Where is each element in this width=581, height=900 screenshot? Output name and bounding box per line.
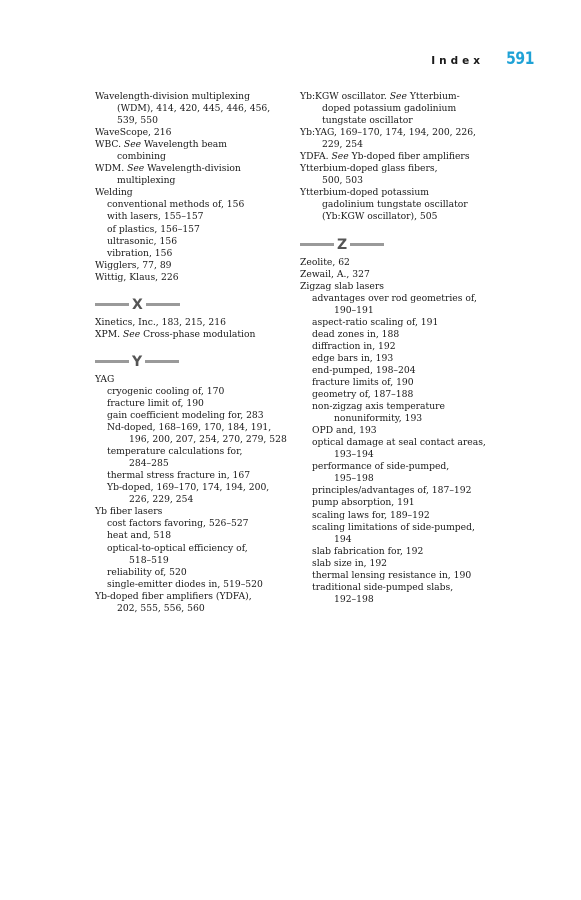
index-subentry: optical damage at seal contact areas, 193–194	[312, 437, 486, 461]
index-entry: Yb fiber lasers	[95, 506, 163, 518]
running-head	[431, 49, 534, 69]
index-subentry: thermal stress fracture in, 167	[107, 470, 251, 482]
index-subentry: fracture limit of, 190	[107, 397, 204, 409]
index-entry: WaveScope, 216	[95, 127, 172, 139]
index-subentry: principles/advantages of, 187–192	[312, 485, 472, 497]
index-subentry: slab size in, 192	[312, 557, 388, 569]
index-subentry: Nd-doped, 168–169, 170, 184, 191, 196, 200, 207, 254, 270, 279, 528	[107, 422, 287, 446]
index-entry: Wavelength-division multiplexing (WDM), 414, 420, 445, 446, 456, 539, 550	[95, 91, 271, 127]
index-subentry: conventional methods of, 156	[107, 199, 245, 211]
index-subentry: traditional side-pumped slabs, 192–198	[312, 581, 454, 605]
index-subentry: fracture limits of, 190	[312, 376, 414, 388]
heading-rule	[146, 303, 180, 306]
index-subentry: non-zigzag axis temperature nonuniformity, 193	[312, 401, 445, 425]
index-entry: WBC. See Wavelength beam combining	[95, 139, 227, 163]
index-entry: XPM. See Cross-phase modulation	[95, 328, 256, 340]
letter-heading-y	[95, 355, 300, 369]
heading-letter: Z	[337, 236, 348, 253]
index-subentry: optical-to-optical efficiency of, 518–519	[107, 542, 248, 566]
index-subentry: reliability of, 520	[107, 566, 187, 578]
letter-heading-x	[95, 298, 300, 312]
index-subentry: heat and, 518	[107, 530, 172, 542]
index-entry: Wigglers, 77, 89	[95, 259, 172, 271]
index-subentry: geometry of, 187–188	[312, 389, 414, 401]
index-entry: Zewail, A., 327	[300, 268, 370, 280]
index-entry: YDFA. See Yb-doped fiber amplifiers	[300, 151, 470, 163]
index-subentry: advantages over rod geometries of, 190–191	[312, 292, 477, 316]
index-subentry: scaling laws for, 189–192	[312, 509, 430, 521]
index-entry: Welding	[95, 187, 133, 199]
heading-rule	[95, 303, 129, 306]
index-entry: Zigzag slab lasers	[300, 280, 384, 292]
index-subentry: cost factors favoring, 526–527	[107, 518, 249, 530]
index-subentry: OPD and, 193	[312, 425, 377, 437]
index-subentry: slab fabrication for, 192	[312, 545, 424, 557]
index-entry: Wittig, Klaus, 226	[95, 271, 179, 283]
index-entry: WDM. See Wavelength-division multiplexing	[95, 163, 241, 187]
index-subentry: single-emitter diodes in, 519–520	[107, 578, 263, 590]
heading-rule	[145, 360, 179, 363]
index-subentry: thermal lensing resistance in, 190	[312, 569, 472, 581]
index-subentry: with lasers, 155–157	[107, 211, 204, 223]
index-subentry: vibration, 156	[107, 247, 173, 259]
index-subentry: performance of side-pumped, 195–198	[312, 461, 450, 485]
index-entry: Yb-doped fiber amplifiers (YDFA), 202, 555, 556, 560	[95, 590, 252, 614]
index-subentry: scaling limitations of side-pumped, 194	[312, 521, 475, 545]
index-subentry: edge bars in, 193	[312, 352, 394, 364]
index-entry: Zeolite, 62	[300, 256, 350, 268]
heading-letter: X	[132, 296, 143, 313]
index-entry: YAG	[95, 373, 115, 385]
index-entry: Yb:YAG, 169–170, 174, 194, 200, 226, 229, 254	[300, 127, 476, 151]
index-subentry: pump absorption, 191	[312, 497, 415, 509]
index-entry: Xinetics, Inc., 183, 215, 216	[95, 316, 226, 328]
letter-heading-z	[300, 238, 505, 252]
heading-rule	[300, 243, 334, 246]
index-entry: Yb:KGW oscillator. See Ytterbium- doped potassium gadolinium tungstate oscillator	[300, 91, 460, 127]
index-entry: Ytterbium-doped potassium gadolinium tungstate oscillator (Yb:KGW oscillator), 505	[300, 187, 468, 223]
index-column-right	[300, 91, 505, 606]
running-head-title: Index	[431, 55, 484, 67]
page-number: 591	[506, 49, 534, 69]
heading-letter: Y	[132, 353, 143, 370]
index-subentry: end-pumped, 198–204	[312, 364, 416, 376]
index-subentry: ultrasonic, 156	[107, 235, 178, 247]
heading-rule	[95, 360, 129, 363]
index-subentry: temperature calculations for, 284–285	[107, 446, 243, 470]
index-subentry: diffraction in, 192	[312, 340, 396, 352]
index-subentry: gain coefficient modeling for, 283	[107, 409, 264, 421]
heading-rule	[350, 243, 384, 246]
index-entry: Ytterbium-doped glass fibers, 500, 503	[300, 163, 438, 187]
index-subentry: of plastics, 156–157	[107, 223, 200, 235]
index-subentry: dead zones in, 188	[312, 328, 400, 340]
index-subentry: cryogenic cooling of, 170	[107, 385, 225, 397]
index-subentry: Yb-doped, 169–170, 174, 194, 200, 226, 229, 254	[107, 482, 270, 506]
index-column-left	[95, 91, 300, 615]
index-subentry: aspect-ratio scaling of, 191	[312, 316, 439, 328]
